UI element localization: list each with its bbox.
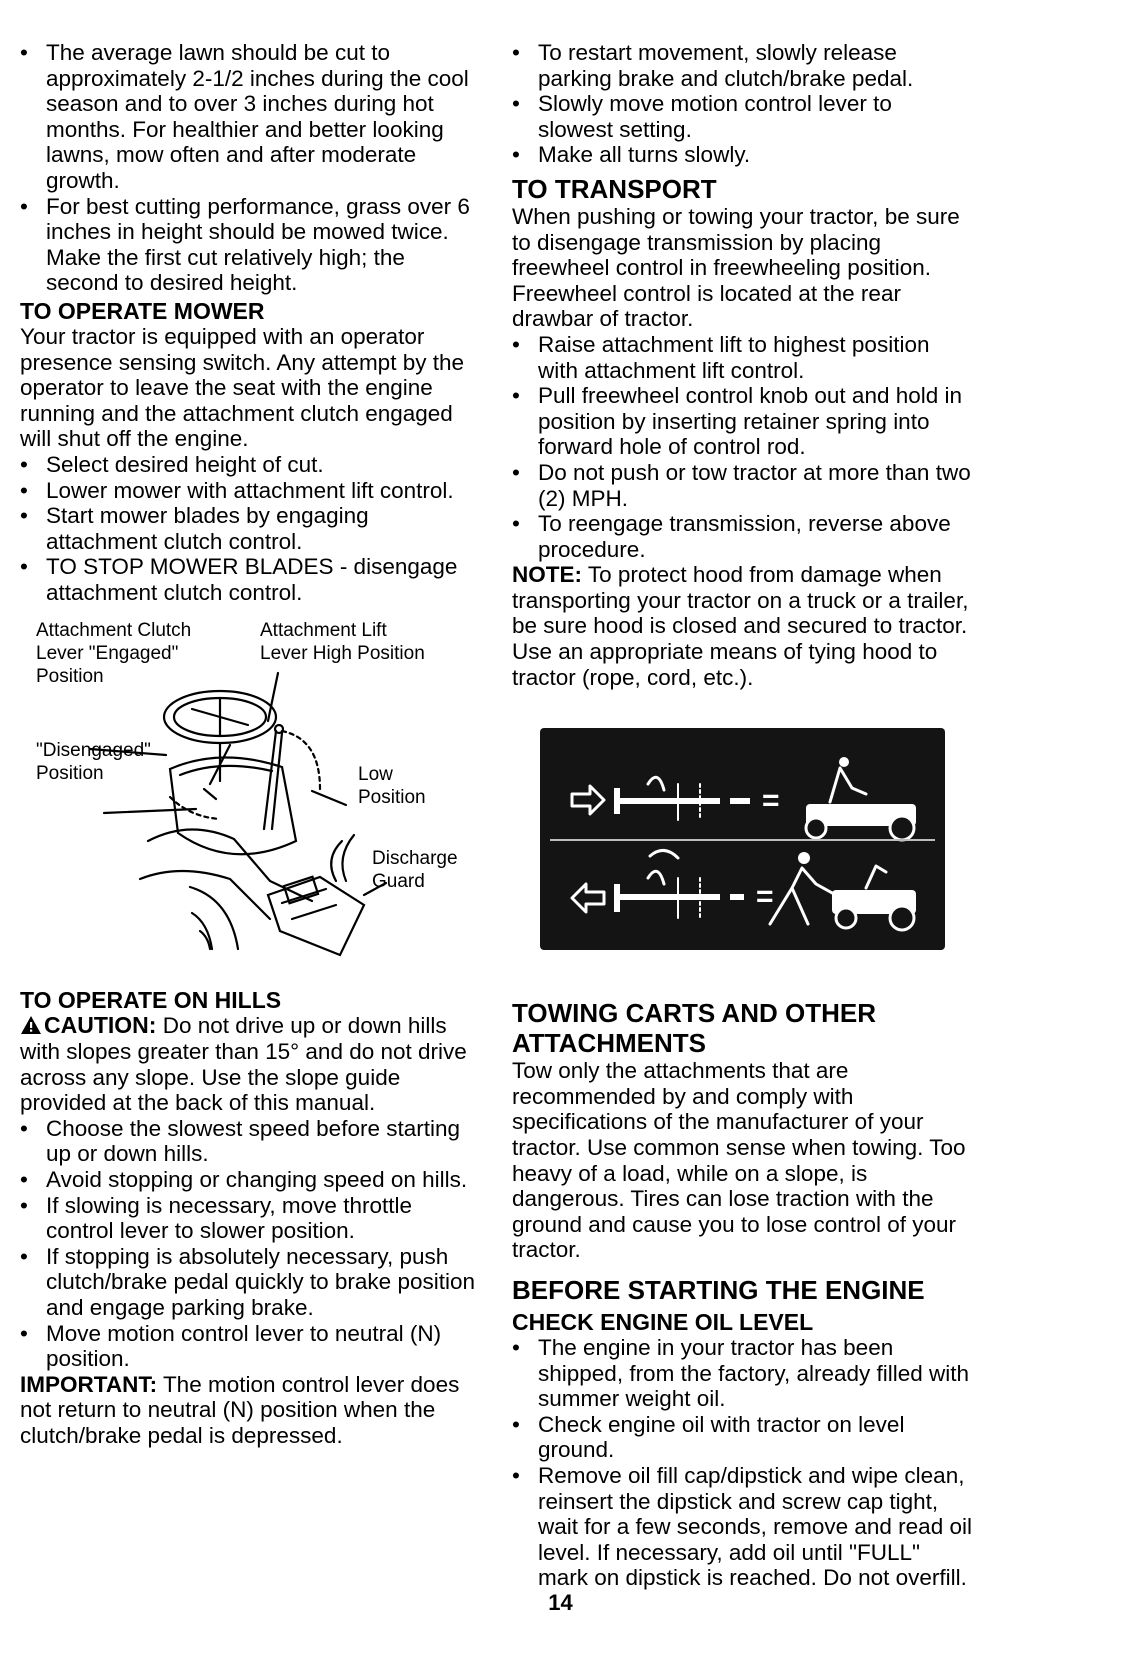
caution-label: CAUTION: <box>44 1012 157 1039</box>
list-item: • Pull freewheel control knob out and hold in position by inserting retainer spring into forward hole of control rod. <box>512 383 972 460</box>
page-number: 14 <box>548 1590 573 1615</box>
mowing-tips-list <box>20 40 480 296</box>
disengaged-label: "Disengaged" Position <box>36 740 151 785</box>
left-column <box>20 40 480 1449</box>
note-label: NOTE: <box>512 562 582 588</box>
decal-divider <box>550 839 935 841</box>
lift-high-label: Attachment Lift Lever High Position <box>260 620 425 665</box>
list-item: • If stopping is absolutely necessary, push clutch/brake pedal quickly to brake position and engage parking brake. <box>20 1244 480 1321</box>
list-item: • Lower mower with attachment lift control. <box>20 478 480 504</box>
freewheel-decal <box>540 728 945 950</box>
transport-list <box>512 332 972 562</box>
list-item: • For best cutting performance, grass over 6 inches in height should be mowed twice. Make the first cut relatively high; the second to desired height. <box>20 194 480 296</box>
list-item: • To restart movement, slowly release parking brake and clutch/brake pedal. <box>512 40 972 91</box>
towing-body: Tow only the attachments that are recommended by and comply with specifications of the manufacturer of your tractor. Use common sense when towing. Too heavy of a load, while on a slope, is dangerous. Tires can lose traction with the ground and cause you to lose control of your tractor. <box>512 1058 966 1263</box>
important-label: IMPORTANT: <box>20 1371 158 1397</box>
mower-controls-figure <box>20 619 480 979</box>
list-item: • Make all turns slowly. <box>512 142 972 168</box>
important-paragraph <box>20 1372 480 1449</box>
operate-mower-heading: TO OPERATE MOWER <box>20 297 265 324</box>
towing-heading: TOWING CARTS AND OTHER ATTACHMENTS <box>512 998 876 1059</box>
list-item: • The average lawn should be cut to approximately 2-1/2 inches during the cool season and to over 3 inches during hot months. For healthier and better looking lawns, mow often and after moderate growth. <box>20 40 480 194</box>
transport-heading: TO TRANSPORT <box>512 173 717 204</box>
operate-mower-body: Your tractor is equipped with an operator presence sensing switch. Any attempt by the operator to leave the seat with the engine running and the attachment clutch engaged will shut off the engine. <box>20 323 464 452</box>
hills-list <box>20 1116 480 1372</box>
note-paragraph <box>512 562 972 690</box>
list-item: • Avoid stopping or changing speed on hills. <box>20 1167 480 1193</box>
hills-heading: TO OPERATE ON HILLS <box>20 987 282 1014</box>
transport-body: When pushing or towing your tractor, be sure to disengage transmission by placing freewheel control in freewheeling position. Freewheel control is located at the rear drawbar of tractor. <box>512 203 960 332</box>
list-item: • TO STOP MOWER BLADES - disengage attachment clutch control. <box>20 554 480 605</box>
decal-equals-top: = <box>762 784 780 818</box>
warning-triangle-icon <box>20 1015 42 1035</box>
check-oil-subheading: CHECK ENGINE OIL LEVEL <box>512 1309 814 1335</box>
caution-text: Do not drive up or down hills with slopes greater than 15° and do not drive across any slope. Use the slope guide provided at the back of this manual. <box>20 1013 467 1116</box>
list-item: • Select desired height of cut. <box>20 452 480 478</box>
decal-equals-bottom: = <box>756 880 774 914</box>
before-start-heading: BEFORE STARTING THE ENGINE <box>512 1275 925 1305</box>
right-column <box>512 40 972 1591</box>
list-item: • To reengage transmission, reverse above procedure. <box>512 511 972 562</box>
list-item: • Remove oil fill cap/dipstick and wipe clean, reinsert the dipstick and screw cap tight, wait for a few seconds, remove and read oil level. If necessary, add oil until "FULL" mark on dipstick is reached. Do not overfill. <box>512 1463 972 1591</box>
list-item: • If slowing is necessary, move throttle control lever to slower position. <box>20 1193 480 1244</box>
list-item: • Do not push or tow tractor at more than two (2) MPH. <box>512 460 972 511</box>
note-text: To protect hood from damage when transporting your tractor on a truck or a trailer, be sure hood is closed and secured to tractor. Use an appropriate means of tying hood to tractor (rope, cord, etc.). <box>512 562 969 690</box>
important-text: The motion control lever does not return to neutral (N) position when the clutch/brake pedal is depressed. <box>20 1371 460 1448</box>
caution-paragraph <box>20 1013 480 1115</box>
list-item: • Raise attachment lift to highest position with attachment lift control. <box>512 332 972 383</box>
operate-mower-list <box>20 452 480 606</box>
list-item: • Check engine oil with tractor on level ground. <box>512 1412 972 1463</box>
clutch-engaged-label: Attachment Clutch Lever "Engaged" Position <box>36 620 192 688</box>
driving-tips-list <box>512 40 972 168</box>
list-item: • The engine in your tractor has been shipped, from the factory, already filled with summer weight oil. <box>512 1335 972 1412</box>
low-position-label: Low Position <box>358 764 426 809</box>
list-item: • Slowly move motion control lever to slowest setting. <box>512 91 972 142</box>
discharge-guard-label: Discharge Guard <box>372 848 458 893</box>
list-item: • Start mower blades by engaging attachment clutch control. <box>20 503 480 554</box>
list-item: • Choose the slowest speed before starting up or down hills. <box>20 1116 480 1167</box>
oil-check-list <box>512 1335 972 1591</box>
list-item: • Move motion control lever to neutral (N) position. <box>20 1321 480 1372</box>
